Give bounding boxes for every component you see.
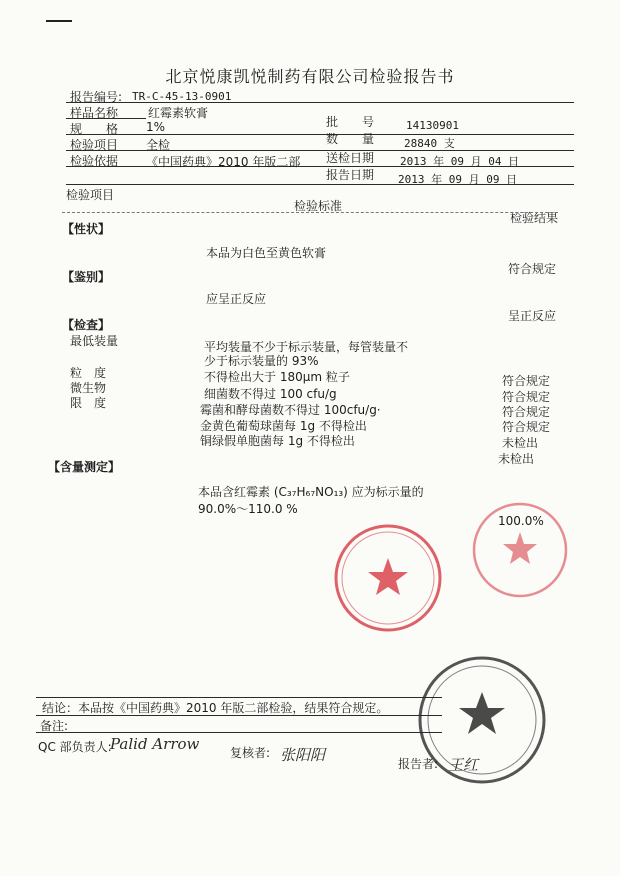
report-no-value: TR-C-45-13-0901 <box>132 90 232 103</box>
qc-signature: Palid Arrow <box>110 735 200 753</box>
report-no-label: 报告编号: <box>70 90 123 104</box>
sent-date-label: 送检日期 <box>326 151 375 165</box>
column-rule <box>62 212 558 213</box>
sample-name-label: 样品名称 <box>70 106 119 120</box>
particle-result: 符合规定 <box>502 374 551 388</box>
staph-standard: 金黄色葡萄球菌每 1g 不得检出 <box>200 419 367 433</box>
limit-result: 符合规定 <box>502 405 551 419</box>
col-standard-header: 检验标准 <box>294 199 343 213</box>
microbe-result: 符合规定 <box>502 390 551 404</box>
inspection-heading: 【检查】 <box>62 318 111 332</box>
footer-rule-top <box>36 697 442 698</box>
character-result: 符合规定 <box>508 262 557 276</box>
limit-standard: 霉菌和酵母菌数不得过 100cfu/g· <box>200 403 381 417</box>
report-date-label: 报告日期 <box>326 168 375 182</box>
min-fill-standard-1: 平均装量不少于标示装量，每管装量不 <box>204 340 409 354</box>
inspection-dept-stamp <box>410 650 550 800</box>
footer-rule-bottom <box>36 732 442 733</box>
header-rule-2 <box>66 134 574 135</box>
quantity-value: 28840 支 <box>404 137 455 150</box>
col-item-header: 检验项目 <box>66 188 115 202</box>
limit-label: 限 度 <box>70 396 107 410</box>
identification-standard: 应呈正反应 <box>206 292 267 306</box>
microbe-standard: 细菌数不得过 100 cfu/g <box>204 387 337 401</box>
particle-label: 粒 度 <box>70 366 107 380</box>
basis-label: 检验依据 <box>70 154 119 168</box>
reviewer-signature: 张阳阳 <box>280 746 326 764</box>
identification-result: 呈正反应 <box>508 309 557 323</box>
min-fill-label: 最低装量 <box>70 334 119 348</box>
company-seal-stamp <box>330 520 446 636</box>
spec-value: 1% <box>146 120 166 134</box>
staph-result: 符合规定 <box>502 420 551 434</box>
qc-seal-stamp <box>470 498 570 602</box>
assay-standard-2: 90.0%～110.0 % <box>198 502 298 516</box>
batch-value: 14130901 <box>406 119 459 132</box>
min-fill-standard-2: 少于标示装量的 93% <box>204 354 319 368</box>
col-result-header: 检验结果 <box>510 211 559 225</box>
header-rule-top <box>66 102 574 103</box>
basis-value: 《中国药典》2010 年版二部 <box>146 155 301 169</box>
header-rule-3 <box>66 150 574 151</box>
assay-heading: 【含量测定】 <box>48 460 121 474</box>
footer-rule-middle <box>36 715 442 716</box>
pseudomonas-result-2: 未检出 <box>498 452 535 466</box>
report-date-value: 2013 年 09 月 09 日 <box>398 173 518 186</box>
test-item-value: 全检 <box>146 138 171 152</box>
microbe-label: 微生物 <box>70 381 107 395</box>
pseudomonas-standard: 铜绿假单胞菌每 1g 不得检出 <box>200 434 355 448</box>
particle-standard: 不得检出大于 180μm 粒子 <box>204 370 350 384</box>
remarks-label: 备注: <box>40 719 69 733</box>
character-standard: 本品为白色至黄色软膏 <box>206 246 327 260</box>
spec-label: 规 格 <box>70 122 119 136</box>
qc-label: QC 部负责人: <box>38 740 112 754</box>
character-heading: 【性状】 <box>62 222 111 236</box>
corner-mark <box>46 20 72 22</box>
pseudomonas-result-1: 未检出 <box>502 436 539 450</box>
quantity-label: 数 量 <box>326 132 375 146</box>
sent-date-value: 2013 年 09 月 04 日 <box>400 155 520 168</box>
test-item-label: 检验项目 <box>70 138 119 152</box>
reporter-signature: 王红 <box>448 756 479 774</box>
identification-heading: 【鉴别】 <box>62 270 111 284</box>
assay-standard-1: 本品含红霉素 (C₃₇H₆₇NO₁₃) 应为标示量的 <box>198 485 424 499</box>
assay-result: 100.0% <box>498 514 544 528</box>
conclusion-text: 结论：本品按《中国药典》2010 年版二部检验，结果符合规定。 <box>42 701 389 715</box>
report-title: 北京悦康凯悦制药有限公司检验报告书 <box>165 67 455 86</box>
batch-label: 批 号 <box>326 115 375 129</box>
sample-name-value: 红霉素软膏 <box>148 106 209 120</box>
reporter-label: 报告者: <box>398 757 439 771</box>
reviewer-label: 复核者: <box>230 746 271 760</box>
